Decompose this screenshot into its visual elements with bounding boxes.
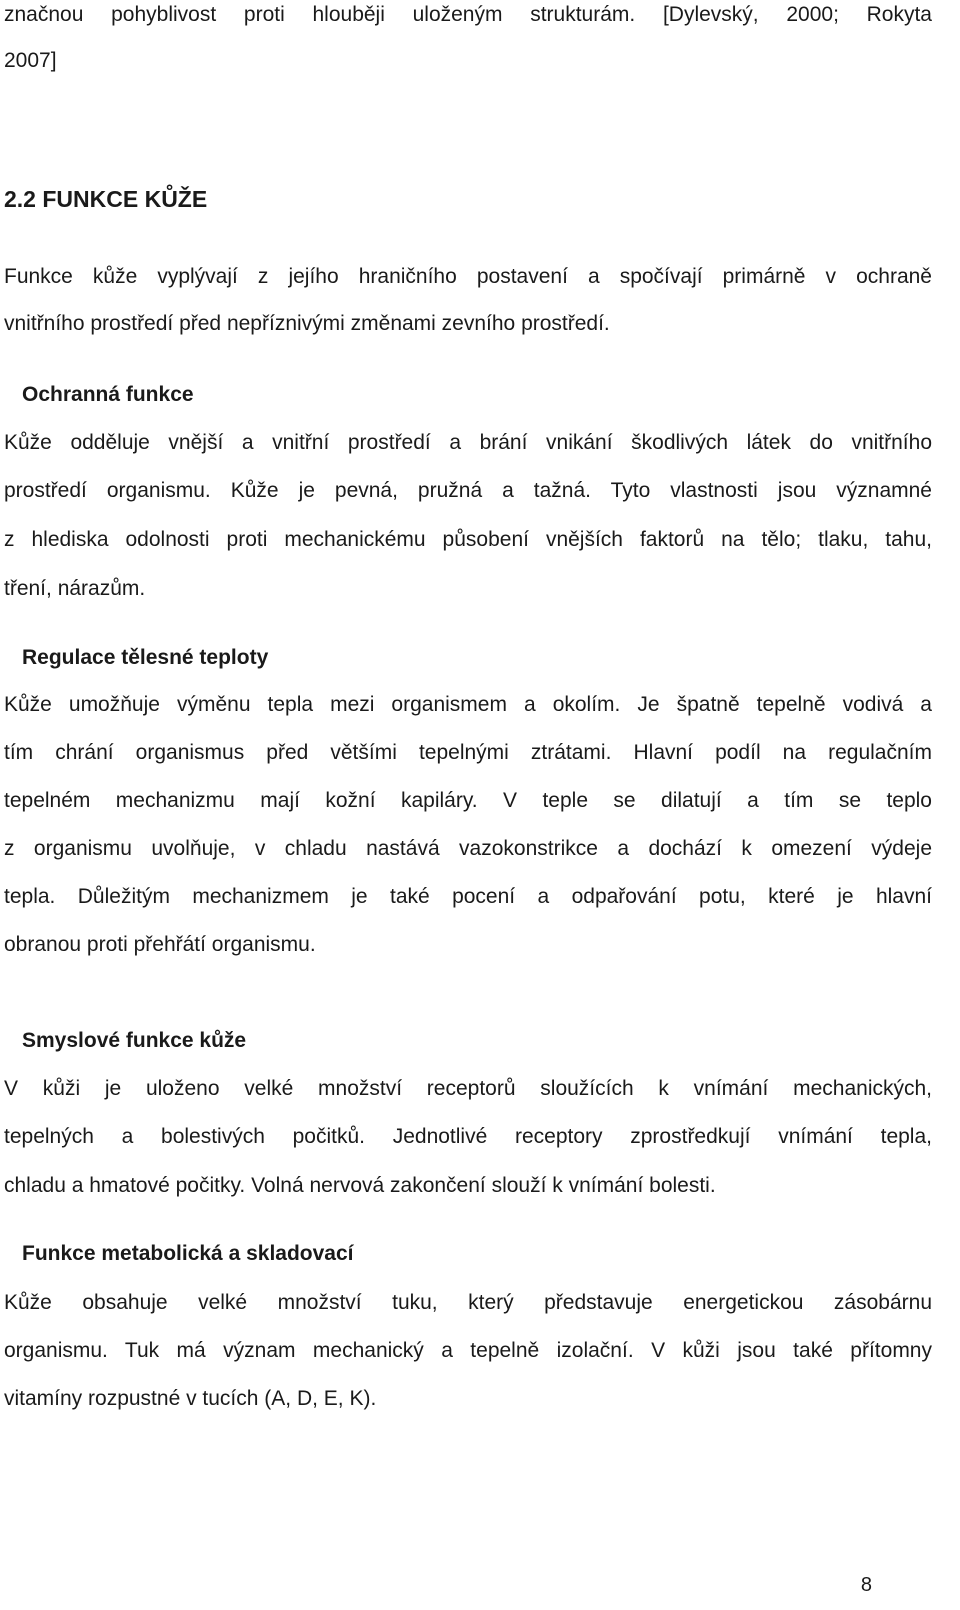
intro-line: značnou pohyblivost proti hlouběji uloženým strukturám. [Dylevský, 2000; Rokyta — [4, 3, 932, 26]
paragraph-line: z hlediska odolnosti proti mechanickému působení vnějších faktorů na tělo; tlaku, tahu, — [4, 528, 932, 551]
paragraph-line: Kůže odděluje vnější a vnitřní prostředí a brání vnikání škodlivých látek do vnitřního — [4, 431, 932, 454]
paragraph-line: tření, nárazům. — [4, 577, 146, 600]
paragraph-line: tepla. Důležitým mechanizmem je také pocení a odpařování potu, které je hlavní — [4, 885, 932, 908]
subheading-thermoregulation: Regulace tělesné teploty — [22, 646, 269, 669]
subheading-metabolic: Funkce metabolická a skladovací — [22, 1242, 354, 1265]
paragraph-line: obranou proti přehřátí organismu. — [4, 933, 316, 956]
intro-line: 2007] — [4, 49, 57, 72]
paragraph-line: vitamíny rozpustné v tucích (A, D, E, K). — [4, 1387, 377, 1410]
paragraph-line: V kůži je uloženo velké množství receptorů sloužících k vnímání mechanických, — [4, 1077, 932, 1100]
paragraph-line: chladu a hmatové počitky. Volná nervová zakončení slouží k vnímání bolesti. — [4, 1174, 716, 1197]
subheading-sensory: Smyslové funkce kůže — [22, 1029, 247, 1052]
subheading-protective: Ochranná funkce — [22, 383, 194, 406]
paragraph-line: tím chrání organismus před většími tepelnými ztrátami. Hlavní podíl na regulačním — [4, 741, 932, 764]
section-lead-line: Funkce kůže vyplývají z jejího hraničního postavení a spočívají primárně v ochraně — [4, 265, 932, 288]
paragraph-line: organismu. Tuk má význam mechanický a tepelně izolační. V kůži jsou také přítomny — [4, 1339, 932, 1362]
paragraph-line: z organismu uvolňuje, v chladu nastává vazokonstrikce a dochází k omezení výdeje — [4, 837, 932, 860]
paragraph-line: tepelných a bolestivých počitků. Jednotlivé receptory zprostředkují vnímání tepla, — [4, 1125, 932, 1148]
paragraph-line: Kůže obsahuje velké množství tuku, který představuje energetickou zásobárnu — [4, 1291, 932, 1314]
page-number: 8 — [860, 1574, 872, 1596]
section-lead-line: vnitřního prostředí před nepříznivými změnami zevního prostředí. — [4, 312, 610, 335]
paragraph-line: Kůže umožňuje výměnu tepla mezi organismem a okolím. Je špatně tepelně vodivá a — [4, 693, 932, 716]
paragraph-line: prostředí organismu. Kůže je pevná, pružná a tažná. Tyto vlastnosti jsou významné — [4, 479, 932, 502]
paragraph-line: tepelném mechanizmu mají kožní kapiláry. V teple se dilatují a tím se teplo — [4, 789, 932, 812]
section-title: 2.2 FUNKCE KŮŽE — [4, 186, 208, 212]
